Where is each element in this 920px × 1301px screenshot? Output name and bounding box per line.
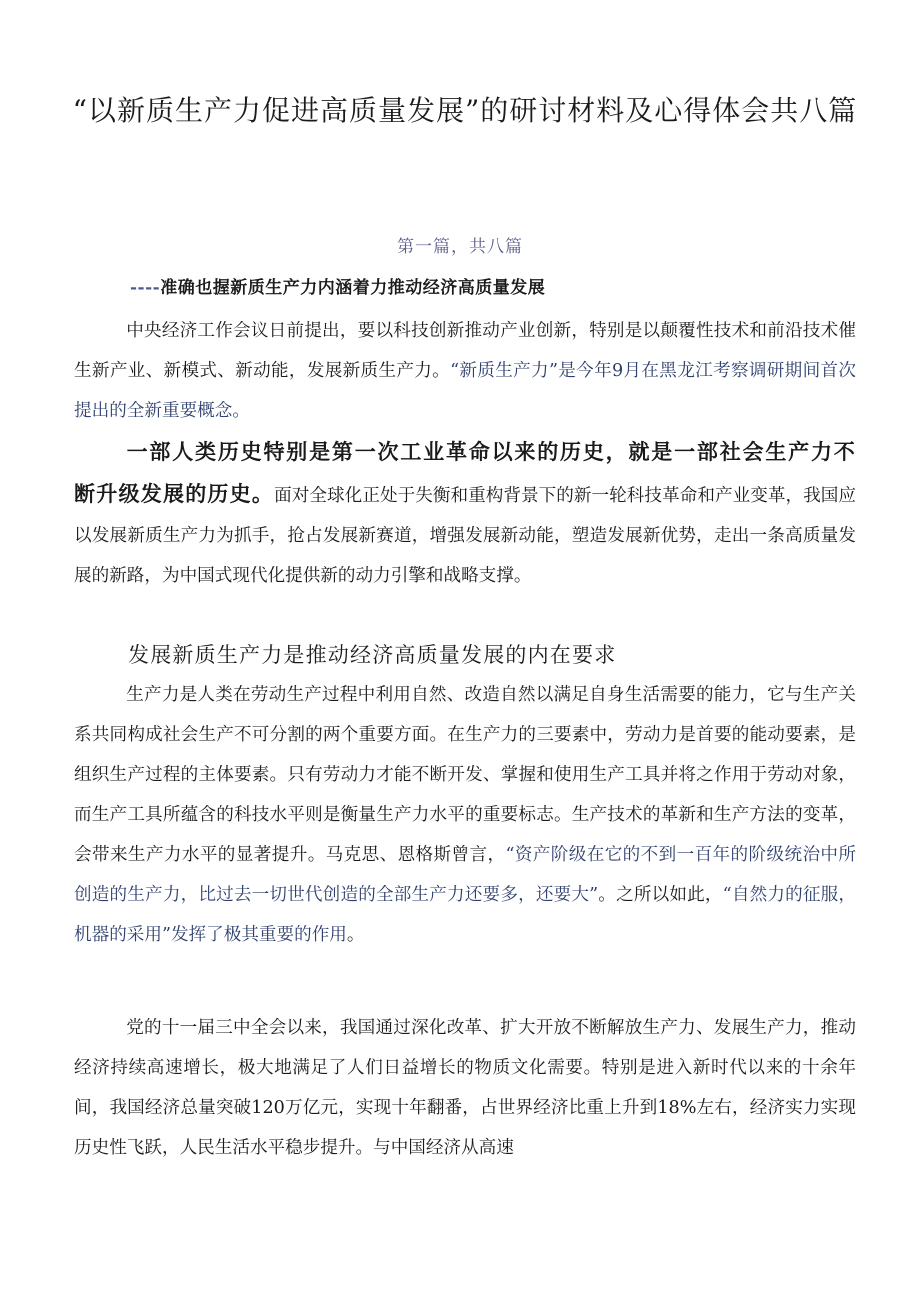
paragraph-productivity-end: 。 <box>346 925 365 945</box>
paragraph-intro-tail: “新质生产力”是今年9月在黑龙江考察调研期间首次提出的全新重要概念。 <box>74 361 856 421</box>
paragraph-productivity-text: 生产力是人类在劳动生产过程中利用自然、改造自然以满足自身生活需要的能力，它与生产关系共同构成社会生产不可分割的两个重要方面。在生产力的三要素中，劳动力是首要的能动要素，是组织生产过程的主体要素。只有劳动力才能不断开发、掌握和使用生产工具并将之作用于劳动对象，而生产工具所蕴含的科技水平则是衡量生产力水平的重要标志。生产技术的革新和生产方法的变革，会带来生产力水平的显著提升。马克思、恩格斯曾言， <box>74 685 856 865</box>
paragraph-intro <box>74 311 856 431</box>
paragraph-history-rest: 面对全球化正处于失衡和重构背景下的新一轮科技革命和产业变革，我国应以发展新质生产力为抓手，抢占发展新赛道，增强发展新动能，塑造发展新优势，走出一条高质量发展的新路，为中国式现代化提供新的动力引擎和战略支撑。 <box>74 486 856 586</box>
paragraph-productivity-quote2: “自然力的征服，机器的采用”发挥了极其重要的作用 <box>74 885 856 945</box>
section-heading: 发展新质生产力是推动经济高质量发展的内在要求 <box>128 643 617 667</box>
paragraph-reform-text: 党的十一届三中全会以来，我国通过深化改革、扩大开放不断解放生产力、发展生产力，推动经济持续高速增长，极大地满足了人们日益增长的物质文化需要。特别是进入新时代以来的十余年间，我国经济总量突破120万亿元，实现十年翻番，占世界经济比重上升到18%左右，经济实力实现历史性飞跃，人民生活水平稳步提升。与中国经济从高速 <box>74 1018 856 1158</box>
paragraph-history <box>74 432 856 596</box>
subtitle-text: 准确也握新质生产力内涵着力推动经济高质量发展 <box>160 278 546 298</box>
paragraph-productivity <box>74 675 856 955</box>
article-subtitle <box>130 274 545 302</box>
document-title: “以新质生产力促进高质量发展”的研讨材料及心得体会共八篇 <box>72 94 858 127</box>
paragraph-productivity-mid: 。之所以如此， <box>598 885 723 905</box>
paragraph-intro-lead: 中央经济工作会议日前提出，要以科技创新推动产业创新，特别是以颠覆性技术和前沿技术催生新产业、新模式、新动能，发展新质生产力。 <box>74 321 856 381</box>
subtitle-dash: ---- <box>130 278 161 298</box>
section-label: 第一篇，共八篇 <box>397 237 523 257</box>
paragraph-productivity-quote: “资产阶级在它的不到一百年的阶级统治中所创造的生产力，比过去一切世代创造的全部生产力还要多，还要大” <box>74 845 856 905</box>
paragraph-reform <box>74 1008 856 1168</box>
paragraph-history-strong: 一部人类历史特别是第一次工业革命以来的历史，就是一部社会生产力不断升级发展的历史。 <box>74 439 856 506</box>
